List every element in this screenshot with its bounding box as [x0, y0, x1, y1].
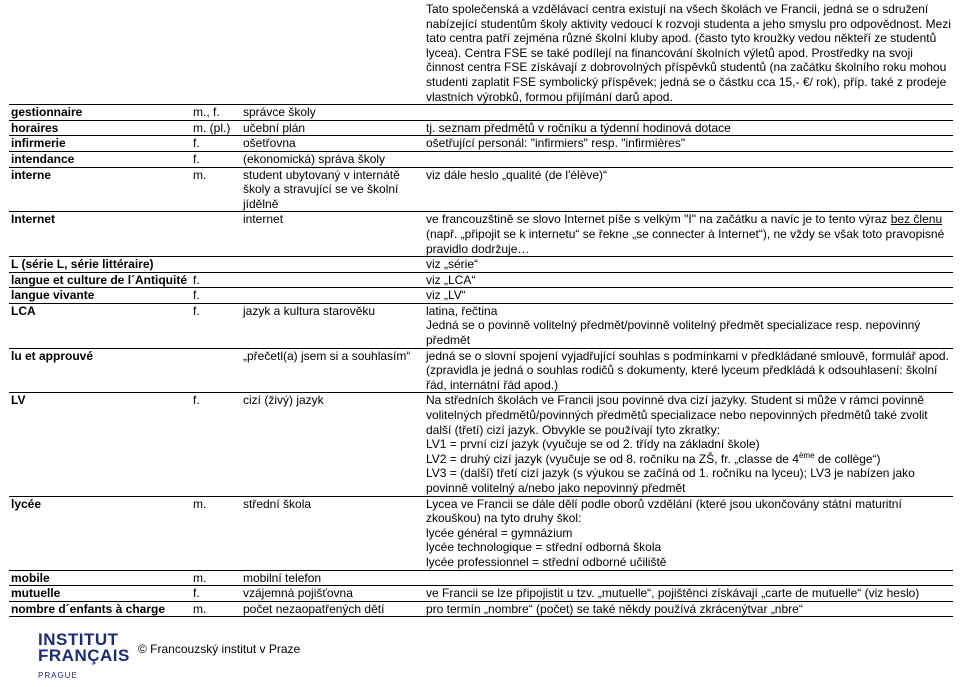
note-line: Lycea ve Francii se dále dělí podle oborů vzdělání (které jsou ukončovány státní maturitní zkouškou) na tyto druhy škol:	[426, 496, 902, 526]
gender	[191, 348, 241, 393]
note	[424, 496, 953, 570]
note-part: (např. „připojit se k internetu“ se řekne „se connecter à Internet“), ne vždy se však toto pravopisné pravidlo dodržuje…	[426, 226, 945, 256]
note-line: lycée professionnel = střední odborné učiliště	[426, 554, 667, 569]
term: L (série L, série littéraire)	[9, 257, 424, 273]
note-underlined: bez členu	[890, 212, 943, 227]
gender: f.	[191, 151, 241, 167]
gender: m.	[191, 570, 241, 586]
translation: internet	[241, 212, 424, 257]
table-row	[9, 601, 953, 617]
translation: mobilní telefon	[241, 570, 424, 586]
note	[424, 303, 953, 348]
table-row	[9, 288, 953, 304]
note-line: Jedná se o povinně volitelný předmět/povinně volitelný předmět specializace resp. nepovinný předmět	[426, 318, 921, 348]
table-row	[9, 496, 953, 570]
note: pro termín „nombre“ (počet) se také někdy používá zkrácenýtvar „nbre“	[424, 601, 953, 617]
note-line	[426, 452, 951, 467]
note: viz „LCA“	[424, 272, 953, 288]
term: LV	[9, 393, 191, 496]
note-superscript: ème	[798, 450, 815, 460]
gender: f.	[191, 288, 241, 304]
term: gestionnaire	[9, 105, 191, 121]
translation: správce školy	[241, 105, 424, 121]
glossary-table	[9, 2, 953, 617]
note-part: ve francouzštině se slovo Internet píše s velkým "I" na začátku a navíc je to tento výraz	[426, 212, 891, 227]
gender	[191, 212, 241, 257]
translation	[241, 288, 424, 304]
table-row	[9, 257, 953, 273]
gender: m. (pl.)	[191, 120, 241, 136]
gender: f.	[191, 136, 241, 152]
translation	[241, 272, 424, 288]
term: mutuelle	[9, 586, 191, 602]
gender: f.	[191, 272, 241, 288]
note: viz dále heslo „qualité (de l'élève)“	[424, 167, 953, 212]
note	[424, 212, 953, 257]
note	[424, 151, 953, 167]
table-row	[9, 120, 953, 136]
table-row	[9, 393, 953, 496]
gender: m.	[191, 496, 241, 570]
footer	[38, 632, 438, 684]
term: lu et approuvé	[9, 348, 191, 393]
note	[424, 105, 953, 121]
note	[424, 570, 953, 586]
term: langue vivante	[9, 288, 191, 304]
logo-subtitle: PRAGUE	[38, 671, 78, 680]
table-row	[9, 151, 953, 167]
term: mobile	[9, 570, 191, 586]
term: intendance	[9, 151, 191, 167]
table-row	[9, 586, 953, 602]
translation: (ekonomická) správa školy	[241, 151, 424, 167]
table-row	[9, 167, 953, 212]
translation: „přečetl(a) jsem si a souhlasím“	[241, 348, 424, 393]
gender: f.	[191, 303, 241, 348]
translation: jazyk a kultura starověku	[241, 303, 424, 348]
logo-line: FRANÇAIS	[38, 646, 130, 665]
note: tj. seznam předmětů v ročníku a týdenní hodinová dotace	[424, 120, 953, 136]
table-row	[9, 570, 953, 586]
institut-francais-logo	[38, 630, 130, 684]
translation: střední škola	[241, 496, 424, 570]
copyright-text: © Francouzský institut v Praze	[138, 642, 301, 656]
note-part: de collège“)	[814, 451, 881, 466]
table-row	[9, 2, 953, 105]
translation: student ubytovaný v internátě školy a stravující se ve školní jídělně	[241, 167, 424, 212]
table-row	[9, 272, 953, 288]
term: horaires	[9, 120, 191, 136]
table-row	[9, 303, 953, 348]
note-line: LV1 = první cizí jazyk (vyučuje se od 2. třídy na základní škole)	[426, 437, 760, 452]
term: lycée	[9, 496, 191, 570]
note: ošetřující personál: "infirmiers" resp. "infirmières"	[424, 136, 953, 152]
gender: m.	[191, 601, 241, 617]
note-line: lycée général = gymnázium	[426, 525, 573, 540]
note-line: latina, řečtina	[426, 303, 498, 318]
logo-line: INSTITUT	[38, 630, 119, 649]
translation: učební plán	[241, 120, 424, 136]
translation: počet nezaopatřených dětí	[241, 601, 424, 617]
term: Internet	[9, 212, 191, 257]
note: viz „série“	[424, 257, 953, 273]
table-row	[9, 212, 953, 257]
table-row	[9, 136, 953, 152]
note: ve Francii se lze připojistit u tzv. „mutuelle“, pojištěnci získávají „carte de mutuelle“ (viz heslo)	[424, 586, 953, 602]
table-row	[9, 348, 953, 393]
note-line: Na středních školách ve Francii jsou povinné dva cizí jazyky. Student si může v rámci povinně volitelných předmětů/povinných předmětů specializace nebo nepovinných předmětů také zvolit další (třetí) cizí jazyk. Obvykle se používají tyto zkratky:	[426, 393, 928, 437]
translation: cizí (živý) jazyk	[241, 393, 424, 496]
note: jedná se o slovní spojení vyjadřující souhlas s podmínkami v předkládané smlouvě, formulář apod. (zpravidla je jedná o souhlas rodičů s dokumenty, které lyceum předkládá k odsouhlasení: školní řád, internátní řád apod.)	[424, 348, 953, 393]
note	[424, 393, 953, 496]
term: nombre d´enfants à charge	[9, 601, 191, 617]
note-part: LV2 = druhý cizí jazyk (vyučuje se od 8. ročníku na ZŠ, fr. „classe de 4	[426, 451, 799, 466]
note-line: lycée technologique = střední odborná škola	[426, 540, 662, 555]
term: langue et culture de l´Antiquité	[9, 272, 191, 288]
table-row	[9, 105, 953, 121]
note-line: LV3 = (další) třetí cizí jazyk (s výukou se začíná od 1. ročníku na lyceu); LV3 je nabízen jako povinně volitelný a/nebo jako nepovinný předmět	[426, 466, 915, 495]
gender: m., f.	[191, 105, 241, 121]
note: viz „LV“	[424, 288, 953, 304]
gender: m.	[191, 167, 241, 212]
translation: vzájemná pojišťovna	[241, 586, 424, 602]
gender: f.	[191, 393, 241, 496]
translation: ošetřovna	[241, 136, 424, 152]
gender: f.	[191, 586, 241, 602]
intro-text: Tato společenská a vzdělávací centra existují na všech školách ve Francii, jedná se o sdružení nabízející studentům školy aktivity vedoucí k rozvoji studenta a jeho smyslu pro odpovědnost. Mezi tato centra patří zejména různé školní kluby apod. (často tyto kroužky vedou někteří ze studentů lycea). Centra FSE se také podílejí na financování školních výletů apod. Prostředky na svoji činnost centra FSE získávají z dobrovolných příspěvků studentů (na začátku školního roku mohou studenti zaplatit FSE symbolický příspěvek; jedná se o částku cca 15,- €/ rok), příp. také z prodeje vlastních výrobků, formou přijímání darů apod.	[424, 2, 953, 105]
term: infirmerie	[9, 136, 191, 152]
term: interne	[9, 167, 191, 212]
term: LCA	[9, 303, 191, 348]
